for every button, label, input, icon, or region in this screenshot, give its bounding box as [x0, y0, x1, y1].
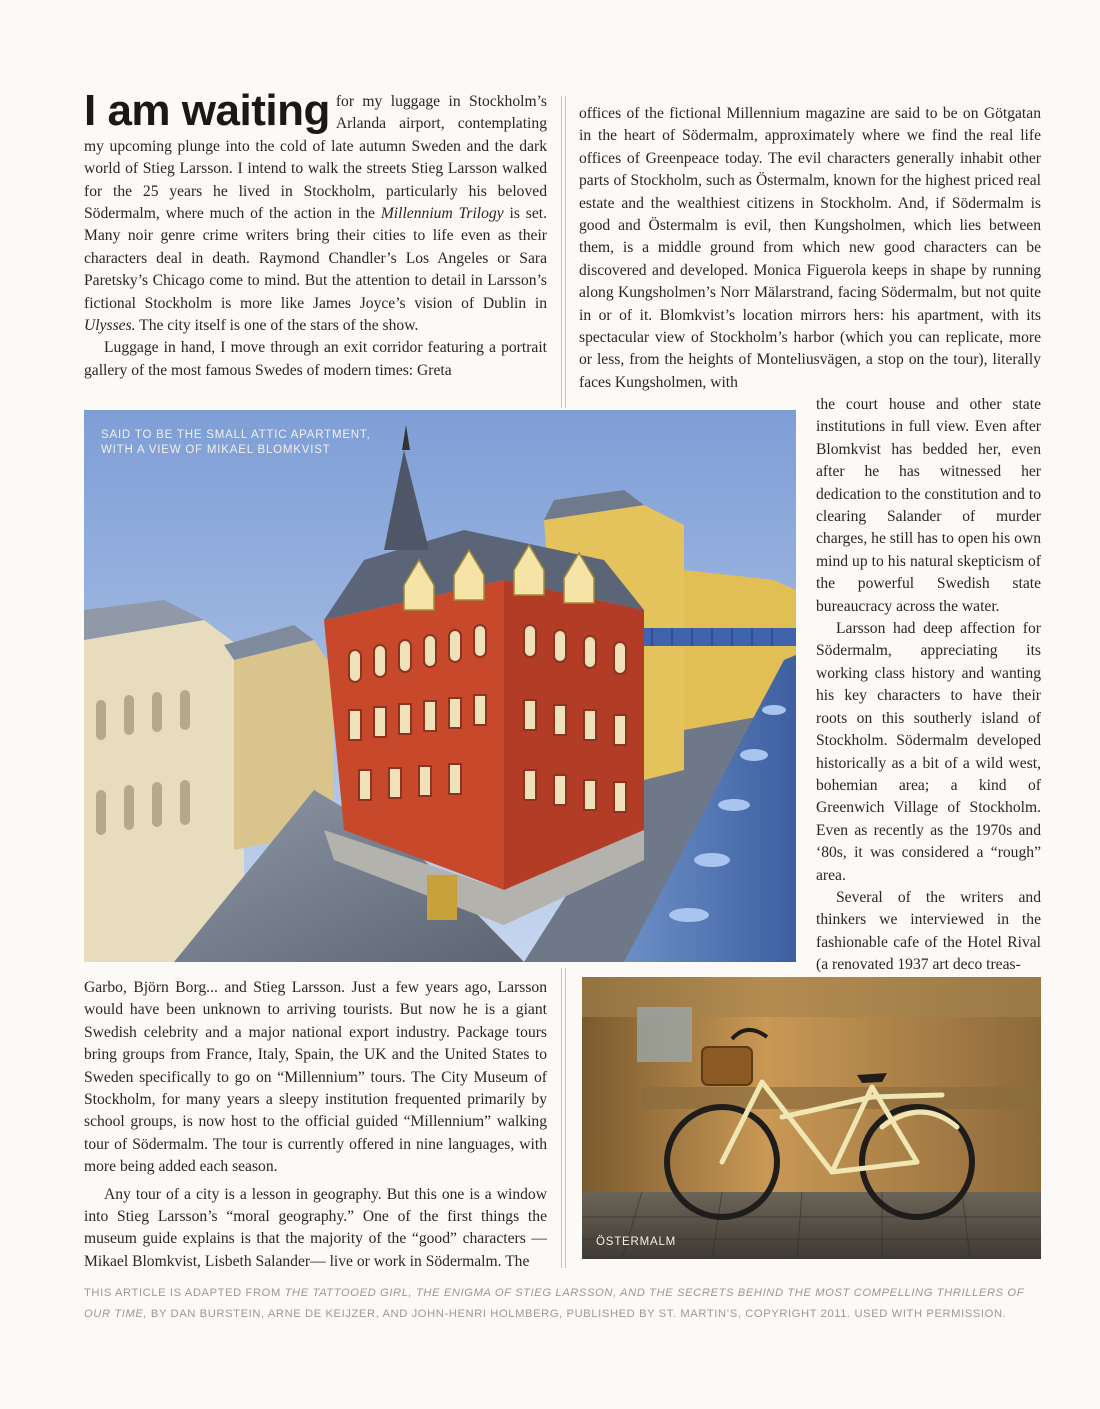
column-divider [561, 968, 566, 1268]
paragraph: I am waiting for my luggage in Stockholm’s Arlanda airport, contemplating my upcoming plunge into the cold of late autumn Sweden and the dark world of Stieg Larsson. I intend to walk the streets Stieg Larsson walked for the 25 years he lived in Stockholm, particularly his beloved Södermalm, where much of the action in the Millennium Trilogy is set. Many noir genre crime writers bring their cities to life even as their characters deal in death. Raymond Chandler’s Los Angeles or Sara Paretsky’s Chicago come to mind. But the attention to detail in Larsson’s fictional Stockholm is more like James Joyce’s vision of Dublin in Ulysses. The city itself is one of the stars of the show. [84, 86, 547, 335]
dropcap-heading: I am waiting [84, 86, 330, 135]
photo-caption: ÖSTERMALM [596, 1236, 677, 1248]
column-divider [561, 96, 566, 408]
bicycle-illustration [582, 977, 1041, 1259]
paragraph: the court house and other state institutions in full view. Even after Blomkvist has bedded her, even after he has witnessed her dedication to the constitution and to clearing Salander of murder charges, he still has to open his own mind up to his natural skepticism of the powerful Swedish state bureaucracy across the water. [816, 396, 1041, 615]
paragraph: Garbo, Björn Borg... and Stieg Larsson. Just a few years ago, Larsson would have been unknown to arriving tourists. But now he is a giant Swedish celebrity and a major national export industry. Package tours bring groups from France, Italy, Spain, the UK and the United States to Sweden specifically to go on “Millennium” tours. The City Museum of Stockholm, for many years a sleepy institution frequented primarily by school groups, is now host to the official guided “Millennium” walking tour of Södermalm. The tour is currently offered in nine languages, with more being added each season. [84, 979, 547, 1176]
left-column-top [84, 86, 547, 382]
photo-caption: SAID TO BE THE SMALL ATTIC APARTMENT, WITH A VIEW OF MIKAEL BLOMKVIST [101, 429, 371, 456]
building-photo [84, 410, 796, 962]
article-credit: THIS ARTICLE IS ADAPTED FROM THE TATTOOED GIRL, THE ENIGMA OF STIEG LARSSON, AND THE SECRETS BEHIND THE MOST COMPELLING THRILLERS OF OUR TIME, BY DAN BURSTEIN, ARNE DE KEIJZER, AND JOHN-HENRI HOLMBERG, PUBLISHED BY ST. MARTIN’S, COPYRIGHT 2011. USED WITH PERMISSION. [84, 1287, 1024, 1320]
paragraph: offices of the fictional Millennium magazine are said to be on Götgatan in the heart of Södermalm, approximately where we find the real life offices of Greenpeace today. The evil characters generally inhabit other parts of Stockholm, such as Östermalm, known for the highest priced real estate and the wealthiest citizens in Stockholm. And, if Södermalm is good and Östermalm is evil, then Kungsholmen, which lies between them, is a middle ground from which new good characters can be discovered and developed. Monica Figuerola keeps in shape by running along Kungsholmen’s Norr Mälarstrand, facing Södermalm, but not quite in or of it. Blomkvist’s location mirrors hers: his apartment, with its spectacular view of Stockholm’s harbor (which you can replicate, more or less, from the heights of Monteliusvägen, a stop on the tour), literally faces Kungsholmen, with [579, 105, 1041, 391]
bicycle-photo [582, 977, 1041, 1259]
building-illustration [84, 410, 796, 962]
right-column-middle [816, 394, 1041, 977]
paragraph: Larsson had deep affection for Södermalm, appreciating its working class history and wanting his key characters to have their roots on this southerly island of Stockholm. Södermalm developed historically as a bit of a wild west, bohemian area; a kind of Greenwich Village of Stockholm. Even as recently as the 1970s and ‘80s, it was considered a “rough” area. [816, 620, 1041, 884]
right-column-top [579, 103, 1041, 394]
paragraph: Luggage in hand, I move through an exit corridor featuring a portrait gallery of the most famous Swedes of modern times: Greta [84, 339, 547, 379]
paragraph: Several of the writers and thinkers we interviewed in the fashionable cafe of the Hotel Rival (a renovated 1937 art deco treas- [816, 888, 1041, 974]
left-column-bottom [84, 977, 547, 1273]
paragraph: Any tour of a city is a lesson in geography. But this one is a window into Stieg Larsson’s “moral geography.” One of the first things the museum guide explains is that the majority of the “good” characters — Mikael Blomkvist, Lisbeth Salander— live or work in Södermalm. The [84, 1185, 547, 1270]
